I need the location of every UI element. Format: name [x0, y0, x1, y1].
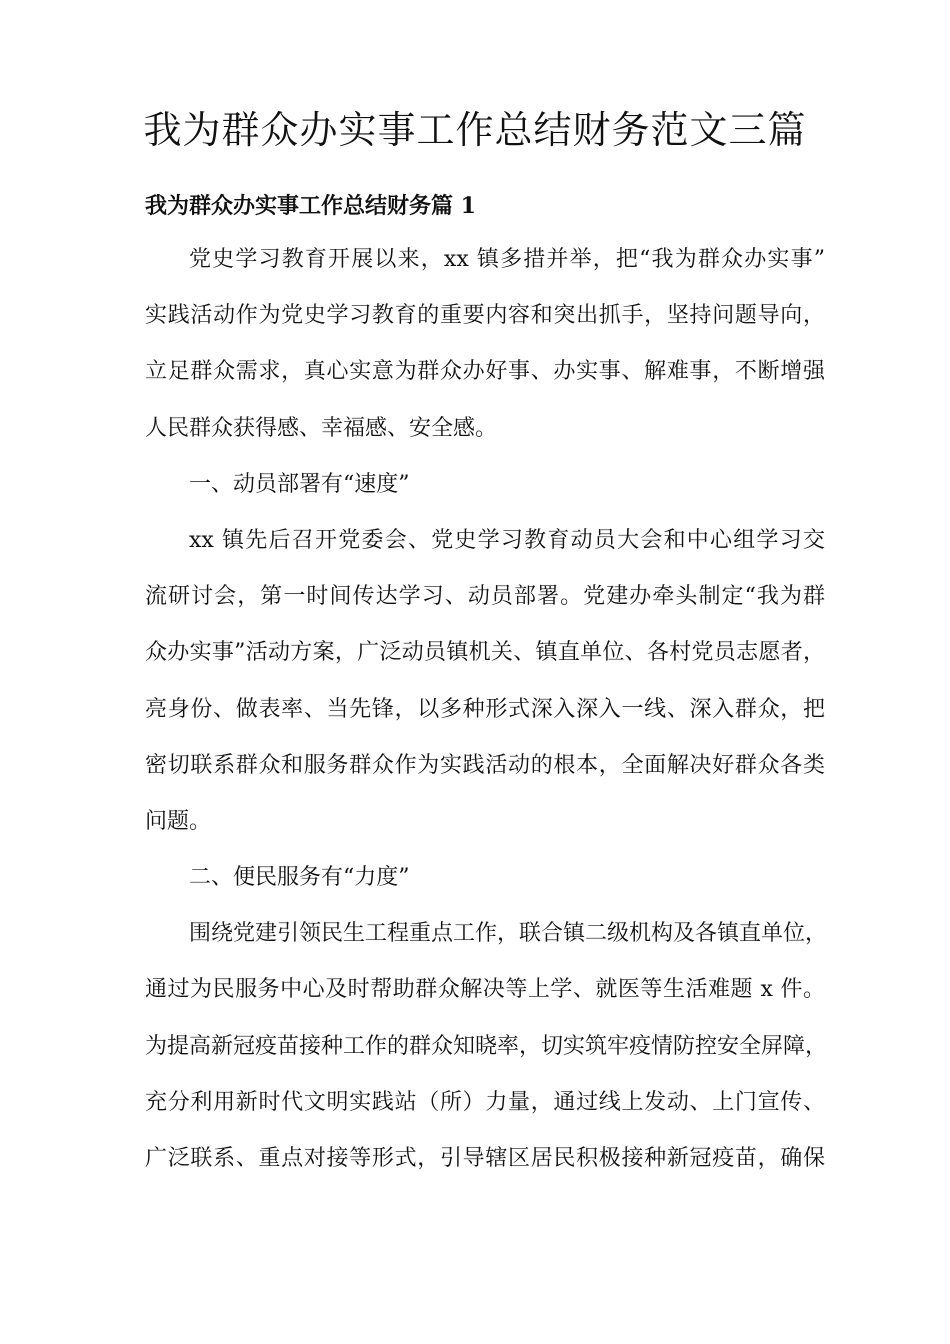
paragraph-line: 通过为民服务中心及时帮助群众解决等上学、就医等生活难题 x 件。	[145, 977, 825, 1003]
paragraph-line: xx 镇先后召开党委会、党史学习教育动员大会和中心组学习交	[189, 527, 825, 553]
paragraph-line: 流研讨会，第一时间传达学习、动员部署。党建办牵头制定“我为群	[145, 584, 825, 610]
paragraph-line: 为提高新冠疫苗接种工作的群众知晓率，切实筑牢疫情防控安全屏障，	[145, 1033, 828, 1059]
document-title: 我为群众办实事工作总结财务范文三篇	[143, 108, 807, 152]
paragraph-line: 亮身份、做表率、当先锋，以多种形式深入深入一线、深入群众，把	[145, 696, 825, 722]
paragraph-line: 实践活动作为党史学习教育的重要内容和突出抓手，坚持问题导向，	[145, 303, 825, 329]
subsection-heading: 一、动员部署有“速度”	[189, 471, 410, 497]
section-heading: 我为群众办实事工作总结财务篇 1	[145, 193, 476, 219]
paragraph-line: 问题。	[145, 808, 212, 834]
paragraph-line: 广泛联系、重点对接等形式，引导辖区居民积极接种新冠疫苗，确保	[145, 1146, 825, 1171]
document-body	[145, 240, 828, 1195]
paragraph-line: 密切联系群众和服务群众作为实践活动的根本，全面解决好群众各类	[145, 752, 825, 778]
subsection-heading: 二、便民服务有“力度”	[189, 865, 410, 891]
paragraph-line: 围绕党建引领民生工程重点工作，联合镇二级机构及各镇直单位，	[189, 921, 828, 947]
paragraph-line: 人民群众获得感、幸福感、安全感。	[145, 415, 498, 441]
paragraph-line: 立足群众需求，真心实意为群众办好事、办实事、解难事，不断增强	[145, 359, 825, 385]
paragraph-line: 党史学习教育开展以来，xx 镇多措并举，把“我为群众办实事”	[189, 247, 825, 272]
paragraph-line: 充分利用新时代文明实践站（所）力量，通过线上发动、上门宣传、	[145, 1089, 825, 1115]
paragraph-line: 众办实事”活动方案，广泛动员镇机关、镇直单位、各村党员志愿者，	[145, 640, 825, 666]
